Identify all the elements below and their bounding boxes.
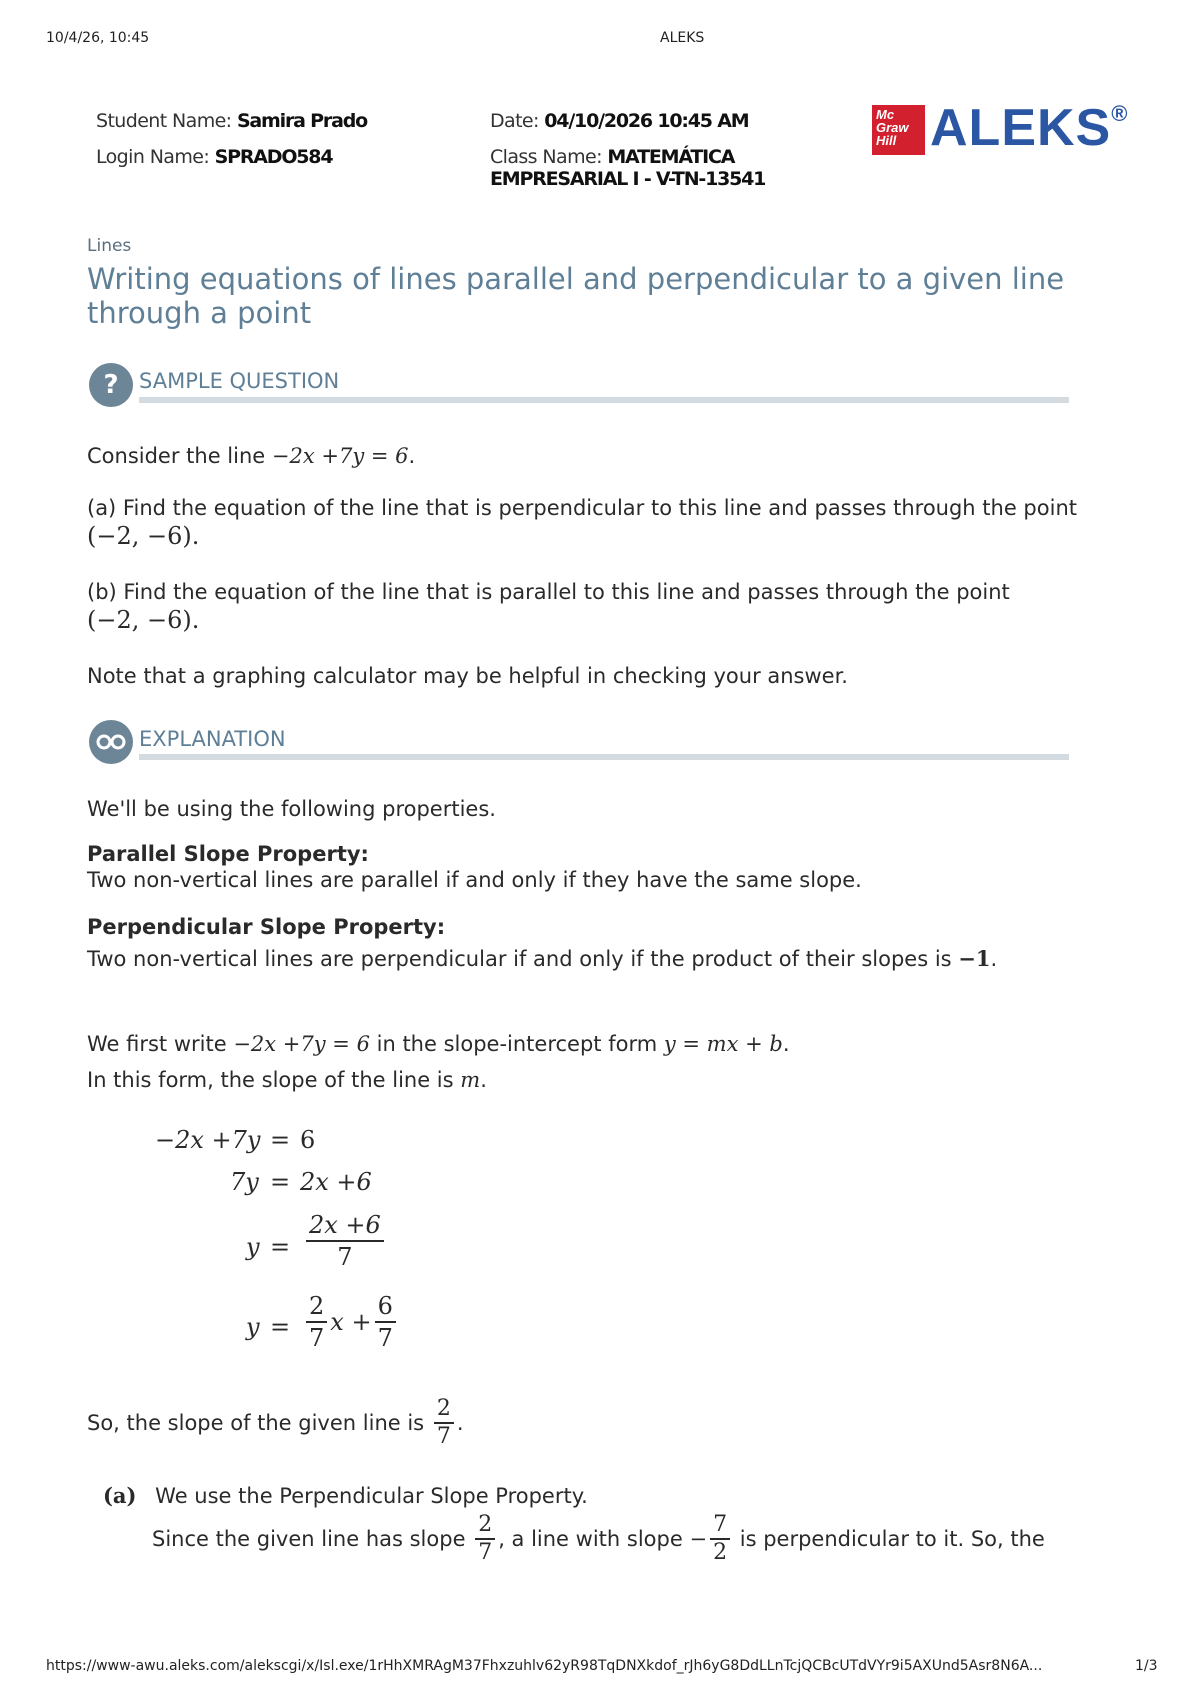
point-b: (−2, −6). [87,606,200,634]
explanation-intro: We'll be using the following properties. [87,797,496,821]
sample-part-a: (a) Find the equation of the line that is perpendicular to this line and passes through the point (−2, −6). [87,496,1077,550]
perpendicular-property-text: Two non-vertical lines are perpendicular if and only if the product of their slopes is −1. [87,946,998,971]
point-a: (−2, −6). [87,522,200,550]
aleks-logo: ALEKS® [930,99,1129,157]
step-3-left: y [246,1233,260,1261]
date-label: Date: [490,110,539,132]
step-4-left: y [246,1313,260,1341]
student-name [96,110,367,132]
given-line-equation: −2x +7y = 6 [271,444,409,468]
parallel-property-title: Parallel Slope Property: [87,842,369,866]
step-1-right: 6 [300,1126,316,1154]
part-a-heading: (a) We use the Perpendicular Slope Property. [103,1483,588,1508]
perpendicular-property-title: Perpendicular Slope Property: [87,915,446,939]
step-2-equals: = [270,1168,291,1196]
sample-question-heading: SAMPLE QUESTION [139,369,340,393]
part-a-slope-sentence: Since the given line has slope $\frac{2}{7}$ , a line with slope − $\frac{7}{2}$ is perpendicular to it. So, the [152,1512,1045,1565]
form-sentence: In this form, the slope of the line is m. [87,1068,487,1092]
glasses-icon [89,720,133,764]
step-4-right: $\frac{2}{7}$ x + $\frac{6}{7}$ [303,1291,399,1353]
page-url: https://www-awu.aleks.com/alekscgi/x/Isl.exe/1rHhXMRAgM37Fhxzuhlv62yR98TqDNXkdof_rJh6yG8DdLLnTcjQCBcUTdVYr9i5AXUnd5Asr8N6A... [46,1658,1043,1674]
step-1-left: −2x +7y [155,1126,261,1154]
step-4-equals: = [270,1313,291,1341]
question-icon: ? [89,363,133,407]
step-2-left: 7y [230,1168,259,1196]
step-2-right: 2x +6 [300,1168,372,1196]
class-name-label: Class Name: [490,146,602,168]
sample-part-b: (b) Find the equation of the line that is parallel to this line and passes through the point (−2, −6). [87,580,1010,634]
sample-intro: Consider the line −2x +7y = 6. [87,444,416,468]
section-divider [139,754,1069,760]
date [490,110,748,132]
breadcrumb: Lines [87,236,132,256]
step-3-equals: = [270,1233,291,1261]
first-write-sentence: We first write −2x +7y = 6 in the slope-intercept form y = mx + b. [87,1032,790,1056]
slope-sentence: So, the slope of the given line is $\frac{2}{7}$ . [87,1396,464,1449]
parallel-property-text: Two non-vertical lines are parallel if and only if they have the same slope. [87,868,862,892]
print-datetime: 10/4/26, 10:45 [46,30,150,46]
sample-note: Note that a graphing calculator may be helpful in checking your answer. [87,664,848,688]
print-site-title: ALEKS [660,30,705,46]
explanation-heading: EXPLANATION [139,727,286,751]
login-name-value: SPRADO584 [214,146,333,168]
class-name-value-1: MATEMÁTICA [607,146,735,168]
login-name [96,146,332,168]
student-name-label: Student Name: [96,110,232,132]
page-title: Writing equations of lines parallel and perpendicular to a given line through a point [87,262,1065,330]
step-3-fraction: $\frac{2x +6}{7}$ [303,1210,387,1272]
class-name [490,146,765,190]
student-name-value: Samira Prado [236,110,367,132]
class-name-value-2: EMPRESARIAL I - V-TN-13541 [490,168,766,190]
section-divider [139,397,1069,403]
date-value: 04/10/2026 10:45 AM [544,110,749,132]
step-1-equals: = [270,1126,291,1154]
mcgraw-hill-logo: Mc Graw Hill [872,105,925,155]
login-name-label: Login Name: [96,146,210,168]
page-number: 1/3 [1135,1658,1158,1674]
